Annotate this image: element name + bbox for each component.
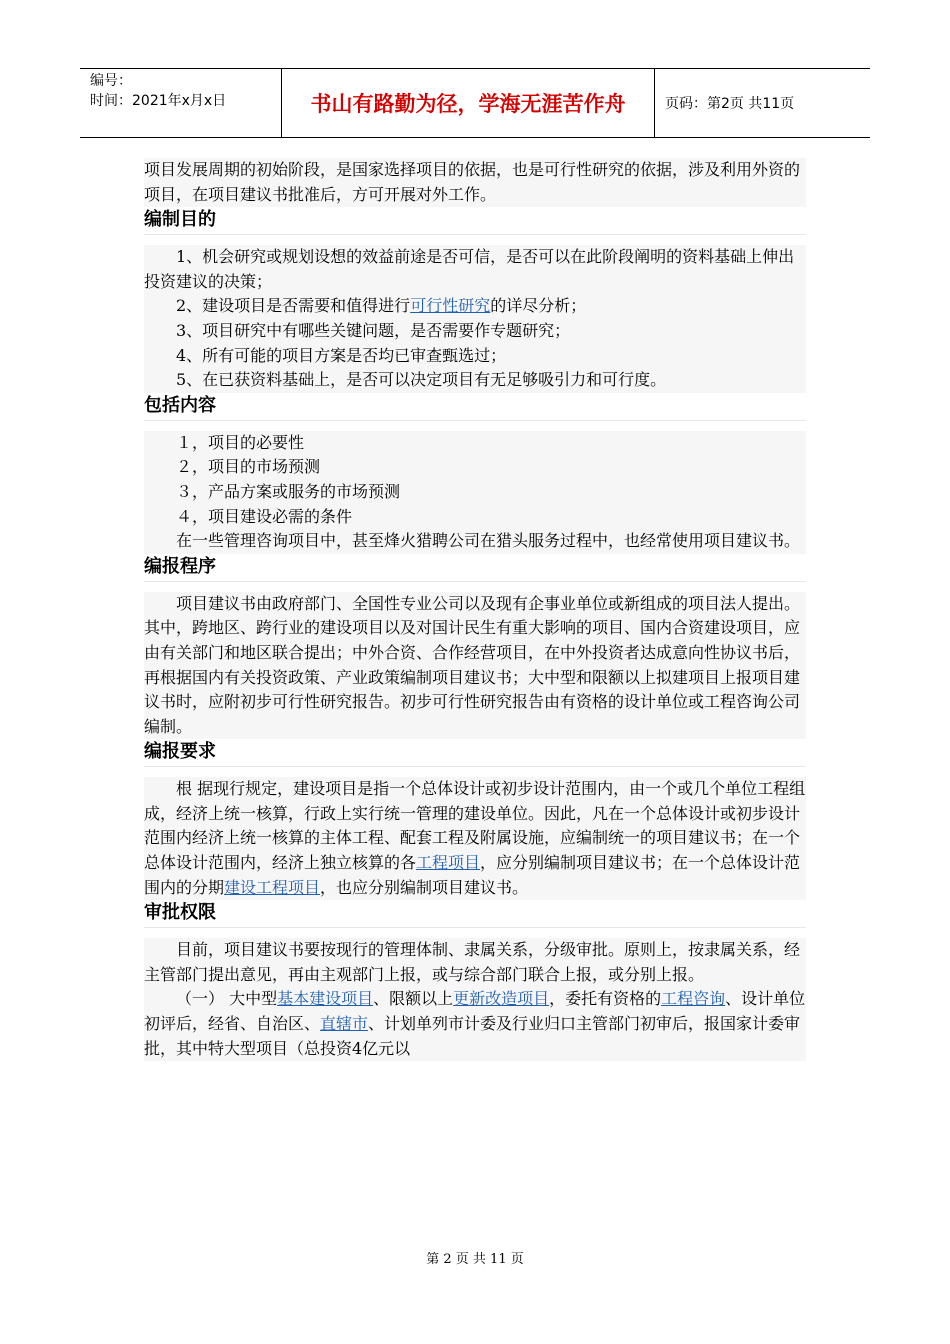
header-page-number: 页码：第2页 共11页 [665, 96, 795, 112]
link-capital-construction[interactable]: 基本建设项目 [277, 989, 374, 1009]
number-label: 编号： [90, 73, 132, 89]
page-header [80, 68, 870, 138]
requirements-text-b: ，应分别编制项目建议书；在一个总体设计范围内的分期 [144, 853, 801, 897]
section-approval [144, 938, 806, 1061]
purpose-item-2-text-b: 的详尽分析； [490, 296, 587, 316]
section-purpose [144, 245, 806, 393]
contents-item-3: ３，产品方案或服务的市场预测 [176, 481, 401, 501]
requirements-text-c: ，也应分别编制项目建议书。 [320, 877, 529, 897]
intro-text: 项目发展周期的初始阶段，是国家选择项目的依据，也是可行性研究的依据，涉及利用外资的项目，在项目建议书批准后，方可开展对外工作。 [144, 160, 801, 204]
contents-item-2: ２，项目的市场预测 [176, 457, 321, 477]
date-label: 时间：2021年x月x日 [90, 93, 227, 109]
purpose-item-1: 1、机会研究或规划设想的效益前途是否可信，是否可以在此阶段阐明的资料基础上伸出投资建议的决策； [144, 247, 795, 291]
approval-paragraph-1: 目前，项目建议书要按现行的管理体制、隶属关系，分级审批。原则上，按隶属关系，经主管部门提出意见，再由主观部门上报，或与综合部门联合上报，或分别上报。 [144, 940, 801, 984]
purpose-item-2-text-a: 2、建设项目是否需要和值得进行 [176, 296, 411, 316]
approval-text-c: ，委托有资格的 [549, 989, 662, 1009]
link-construction-project[interactable]: 建设工程项目 [224, 877, 321, 897]
purpose-item-5: 5、在已获资料基础上，是否可以决定项目有无足够吸引力和可行度。 [176, 370, 667, 390]
procedure-paragraph: 项目建议书由政府部门、全国性专业公司以及现有企事业单位或新组成的项目法人提出。其中，跨地区、跨行业的建设项目以及对国计民生有重大影响的项目、国内合资建设项目，应由有关部门和地区联合提出；中外合资、合作经营项目，在中外投资者达成意向性协议书后，再根据国内有关投资政策、产业政策编制项目建议书；大中型和限额以上拟建项目上报项目建议书时，应附初步可行性研究报告。初步可行性研究报告由有资格的设计单位或工程咨询公司编制。 [144, 593, 801, 736]
approval-text-b: 、限额以上 [373, 989, 454, 1009]
section-title-purpose: 编制目的 [144, 207, 806, 235]
link-municipality[interactable]: 直辖市 [320, 1014, 369, 1034]
intro-paragraph [144, 158, 806, 207]
approval-paragraph-2 [144, 987, 806, 1061]
header-meta [80, 69, 282, 137]
section-requirements [144, 777, 806, 900]
header-motto: 书山有路勤为径，学海无涯苦作舟 [282, 69, 655, 137]
link-renovation-project[interactable]: 更新改造项目 [453, 989, 550, 1009]
purpose-item-2 [144, 294, 806, 319]
approval-text-d: 、设计单位初评后，经省、自治区、 [144, 989, 806, 1034]
approval-text-e: 、计划单列市计委及行业归口主管部门初审后，报国家计委审批，其中特大型项目（总投资4亿元以 [144, 1014, 801, 1058]
purpose-item-3: 3、项目研究中有哪些关键问题，是否需要作专题研究； [176, 320, 571, 340]
section-contents [144, 431, 806, 554]
contents-item-1: １，项目的必要性 [176, 432, 305, 452]
section-title-procedure: 编报程序 [144, 554, 806, 582]
purpose-item-4: 4、所有可能的项目方案是否均已审查甄选过； [176, 345, 507, 365]
document-body [144, 158, 806, 1061]
section-procedure [144, 592, 806, 740]
approval-text-a: （一） 大中型 [176, 989, 278, 1009]
link-engineering-project[interactable]: 工程项目 [416, 853, 481, 873]
section-title-approval: 审批权限 [144, 900, 806, 928]
link-feasibility-study[interactable]: 可行性研究 [410, 296, 491, 316]
requirements-text-a: 根 据现行规定，建设项目是指一个总体设计或初步设计范围内，由一个或几个单位工程组成，经济上统一核算，行政上实行统一管理的建设单位。因此，凡在一个总体设计或初步设计范围内经济上统一核算的主体工程、配套工程及附属设施，应编制统一的项目建议书；在一个总体设计范围内，经济上独立核算的各 [144, 779, 806, 873]
requirements-paragraph [144, 777, 806, 900]
contents-paragraph: 在一些管理咨询项目中，甚至烽火猎聘公司在猎头服务过程中，也经常使用项目建议书。 [176, 531, 801, 551]
link-engineering-consulting[interactable]: 工程咨询 [661, 989, 726, 1009]
contents-item-4: ４，项目建设必需的条件 [176, 506, 353, 526]
section-title-requirements: 编报要求 [144, 739, 806, 767]
section-title-contents: 包括内容 [144, 393, 806, 421]
page-footer: 第 2 页 共 11 页 [426, 1252, 524, 1267]
